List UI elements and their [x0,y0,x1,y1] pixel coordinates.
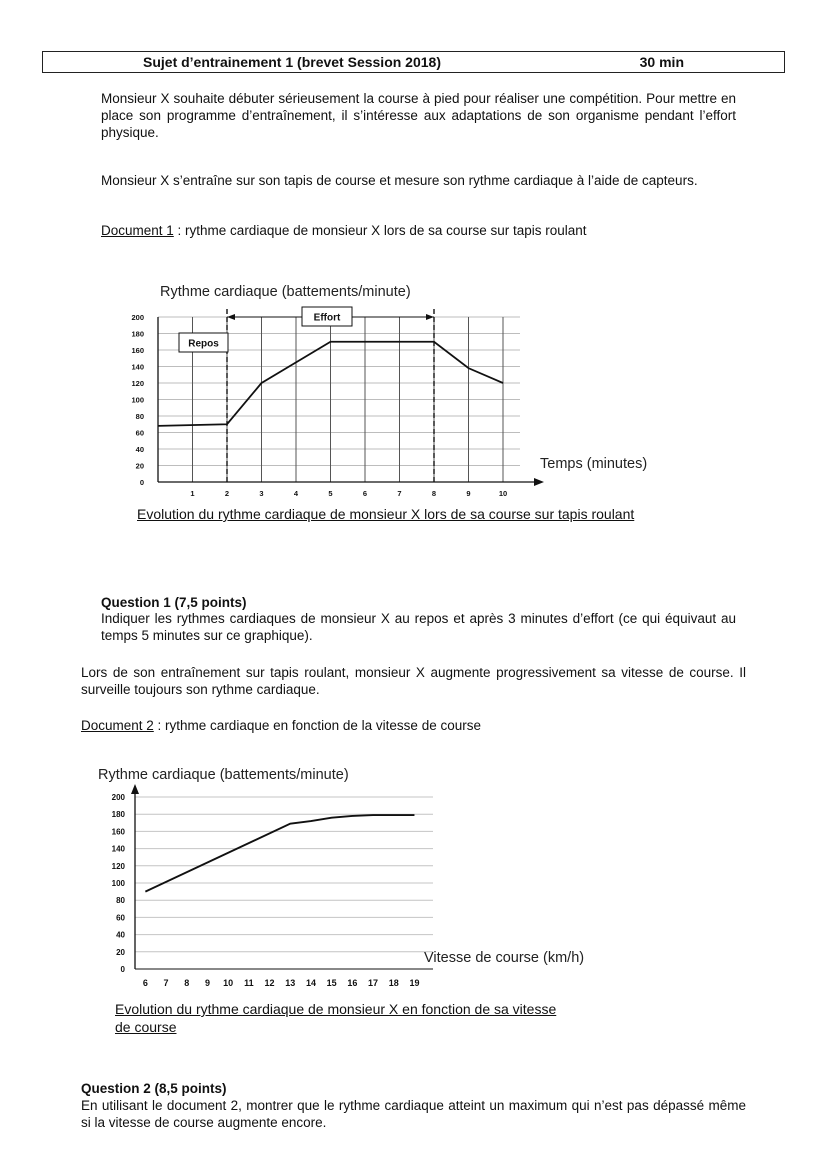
subject-duration: 30 min [639,54,684,70]
y-tick-label: 0 [120,965,125,974]
document-1-label: Document 1 [101,223,174,238]
y-tick-label: 0 [139,478,144,487]
y-tick-label: 80 [116,896,125,906]
y-tick-label: 80 [135,412,144,421]
intro-paragraph-1: Monsieur X souhaite débuter sérieusement la course à pied pour réaliser une compétition. Pour mettre en place son programme d’entraînement, il s’intéresse aux adaptations de son organisme pendant l’effort physique. [101,91,736,140]
x-tick-label: 7 [163,978,169,988]
x-axis-title: Temps (minutes) [540,456,648,472]
transition-paragraph: Lors de son entraînement sur tapis roulant, monsieur X augmente progressivement sa vitesse de course. Il surveille toujours son rythme cardiaque. [81,665,746,697]
x-tick-label: 7 [397,489,402,498]
question-1-title: Question 1 (7,5 points) [101,595,247,610]
subject-title: Sujet d’entrainement 1 (brevet Session 2018) [143,54,441,70]
y-tick-label: 60 [116,913,125,923]
document-2-caption-line-1: Evolution du rythme cardiaque de monsieur X en fonction de sa vitesse [115,1001,557,1017]
x-axis-arrow [534,478,544,486]
document-2-heading [81,717,481,734]
y-tick-label: 40 [116,930,125,940]
effort-label: Effort [313,312,341,324]
x-tick-label: 8 [184,978,190,988]
x-tick-label: 18 [388,978,399,988]
y-tick-label: 200 [131,313,144,322]
effort-range-arrow-right [426,314,434,320]
question-2-text: En utilisant le document 2, montrer que le rythme cardiaque atteint un maximum qui n’est pas dépassé même si la vitesse de course augmente encore. [81,1098,746,1130]
x-tick-label: 3 [259,489,264,498]
y-tick-label: 40 [135,445,144,454]
x-tick-label: 16 [347,978,358,988]
x-tick-label: 14 [305,978,316,988]
x-tick-label: 4 [293,489,299,498]
x-tick-label: 10 [498,489,508,498]
question-2-title: Question 2 (8,5 points) [81,1081,227,1096]
x-tick-label: 9 [466,489,471,498]
y-axis-title: Rythme cardiaque (battements/minute) [160,284,411,300]
x-tick-label: 5 [328,489,333,498]
x-tick-label: 11 [244,978,254,988]
y-tick-label: 140 [111,844,125,854]
subject-header [42,51,785,73]
x-tick-label: 2 [224,489,230,498]
y-tick-label: 180 [131,329,144,339]
x-tick-label: 15 [326,978,337,988]
y-axis-title: Rythme cardiaque (battements/minute) [98,767,349,783]
y-tick-label: 160 [111,827,125,837]
y-tick-label: 60 [135,428,144,438]
y-tick-label: 20 [135,461,144,471]
y-tick-label: 140 [131,362,144,372]
y-tick-label: 120 [111,861,125,871]
x-tick-label: 10 [223,978,234,988]
document-2-chart [90,760,620,996]
document-1-heading [101,222,587,239]
y-tick-label: 200 [111,793,125,802]
document-2-label: Document 2 [81,718,154,733]
x-tick-label: 1 [190,489,195,498]
x-axis-title: Vitesse de course (km/h) [424,950,585,966]
repos-label: Repos [188,338,219,350]
intro-paragraph-2: Monsieur X s’entraîne sur son tapis de course et mesure son rythme cardiaque à l’aide de capteurs. [101,173,698,188]
effort-range-arrow-left [227,314,235,320]
x-tick-label: 12 [264,978,275,988]
y-tick-label: 180 [111,810,125,820]
x-tick-label: 9 [204,978,210,988]
question-1-text: Indiquer les rythmes cardiaques de monsieur X au repos et après 3 minutes d’effort (ce qui équivaut au temps 5 minutes sur ce graphique). [101,611,736,643]
y-tick-label: 20 [116,947,125,957]
document-2-description: : rythme cardiaque en fonction de la vitesse de course [153,718,481,733]
series-line [145,815,414,892]
x-tick-label: 19 [409,978,420,988]
x-tick-label: 6 [362,489,368,498]
y-tick-label: 120 [131,379,144,388]
document-1-chart [120,278,680,504]
y-tick-label: 160 [131,346,144,355]
y-tick-label: 100 [131,395,144,405]
document-1-description: : rythme cardiaque de monsieur X lors de sa course sur tapis roulant [173,223,587,238]
y-tick-label: 100 [111,879,125,888]
x-tick-label: 6 [142,978,148,988]
document-2-caption-line-2: de course [115,1019,177,1035]
x-tick-label: 13 [285,978,296,988]
x-tick-label: 8 [431,489,437,498]
y-axis-arrow [131,784,139,794]
document-1-caption: Evolution du rythme cardiaque de monsieur X lors de sa course sur tapis roulant [137,506,635,522]
x-tick-label: 17 [368,978,379,988]
